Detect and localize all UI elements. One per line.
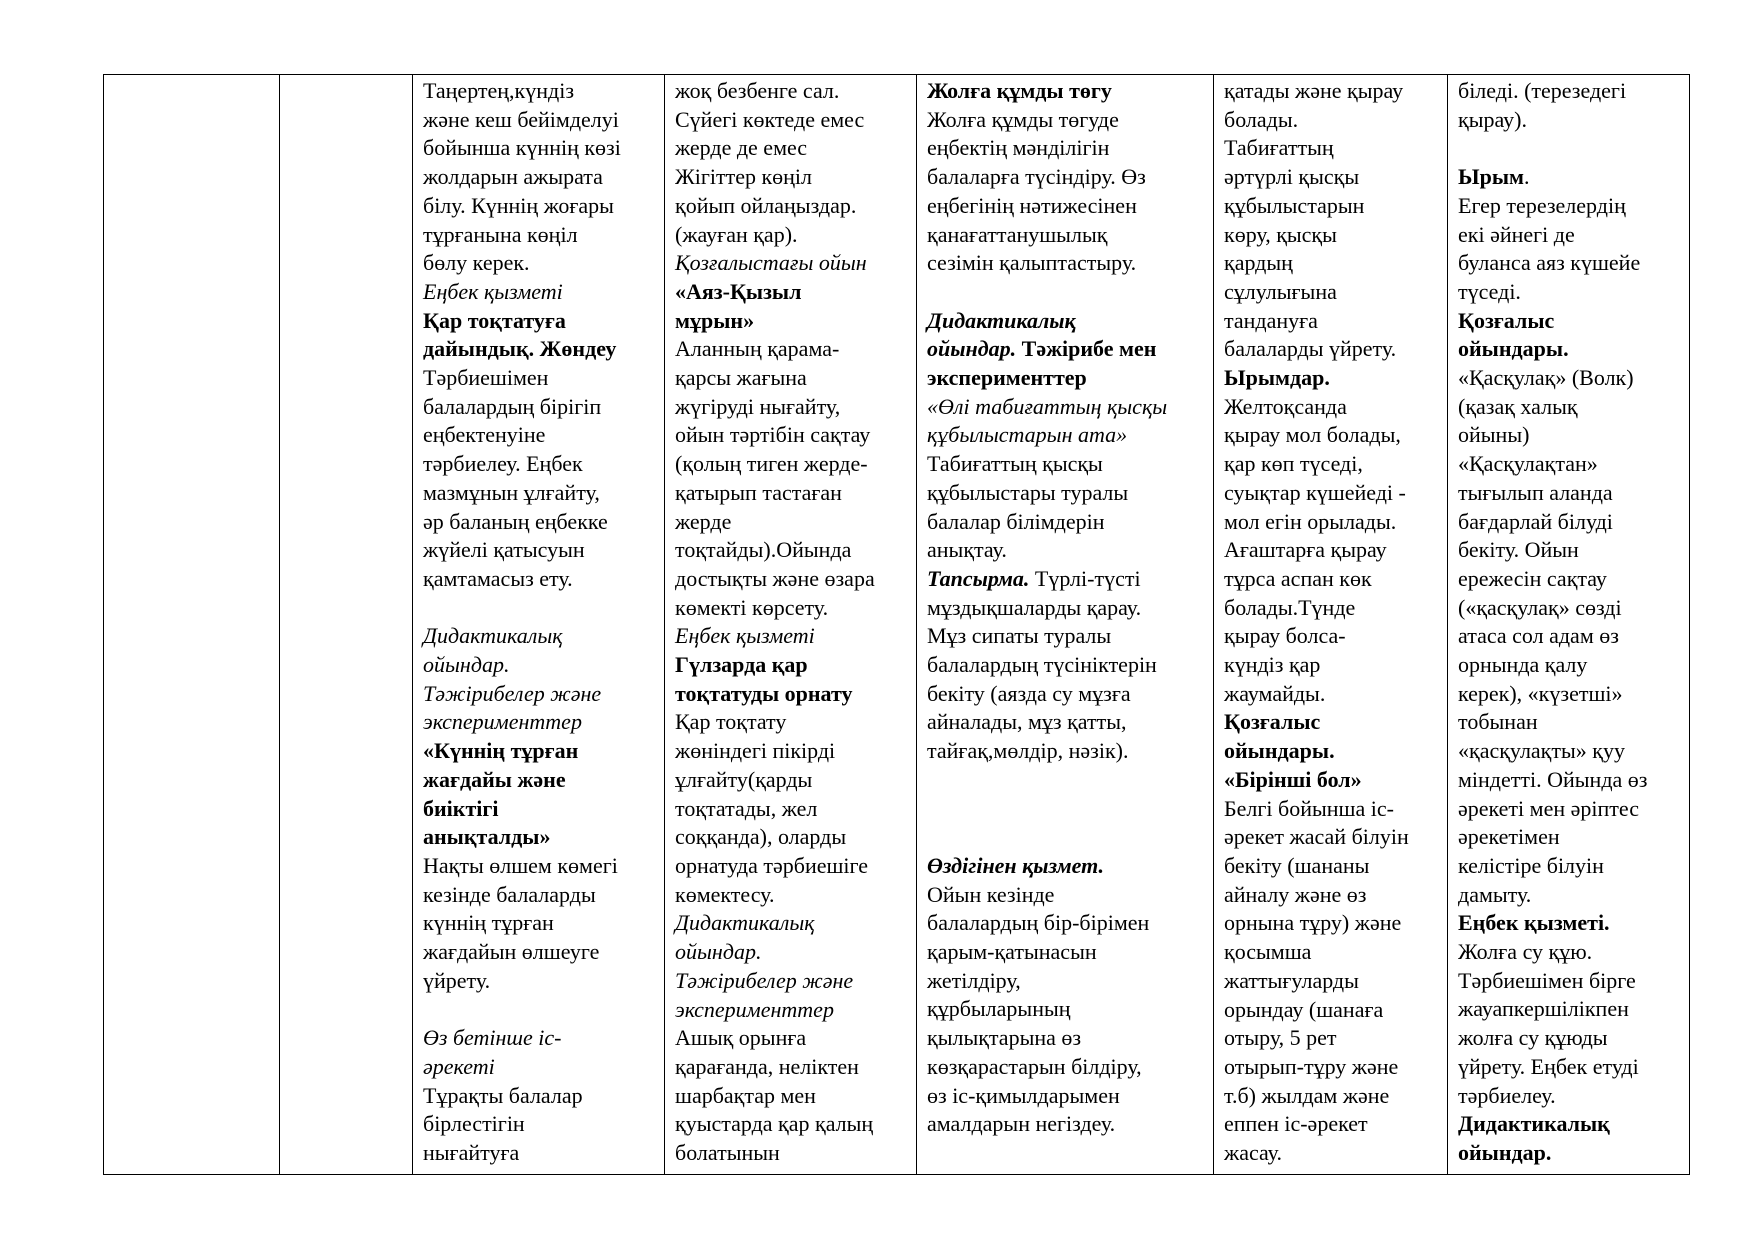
text-line: бағдарлай білуді [1458, 508, 1613, 534]
text-line: ойындар. [1458, 1140, 1552, 1165]
text-line: құбылыстарын [1224, 192, 1365, 218]
text-line: тәрбиелеу. [1458, 1082, 1556, 1108]
text-line: бекіту. Ойын [1458, 537, 1579, 563]
text-line: Өз бетінше іс- [423, 1025, 562, 1051]
text-line: жағдайын өлшеуге [423, 939, 600, 965]
text-line: тұрса аспан көк [1224, 565, 1372, 591]
text-line: Тәрбиешімен бірге [1458, 967, 1636, 993]
text-line: мол егін орылады. [1224, 508, 1397, 534]
text-line: және кеш бейімделуі [423, 106, 619, 132]
text-line: жүгіруді нығайту, [675, 393, 841, 419]
text-line: Тәжірибелер және [675, 967, 854, 993]
table-cell-col-3 [413, 75, 665, 1175]
text-line [927, 335, 1207, 364]
text-line: тоқтатуды орнату [675, 680, 853, 706]
text-line: жолдарын ажырата [423, 164, 603, 190]
text-line: амалдарын негіздеу. [927, 1111, 1116, 1137]
text-line: Қозғалыс [1458, 307, 1555, 333]
text-line: мазмұнын ұлғайту, [423, 479, 600, 505]
text-line: Өздігінен қызмет. [927, 852, 1105, 878]
text-line: жаумайды. [1224, 680, 1326, 706]
text-line: сезімін қалыптастыру. [927, 250, 1137, 276]
text-line: тандануға [1224, 307, 1318, 333]
text-line: бекіту (шананы [1224, 852, 1370, 878]
text-line: ойыны) [1458, 422, 1530, 448]
text-line: Сүйегі көктеде емес [675, 106, 865, 132]
text-line: білу. Күннің жоғары [423, 192, 614, 218]
text-line: өз іс-қимылдарымен [927, 1082, 1120, 1108]
text-line: айналу және өз [1224, 881, 1367, 907]
text-line: бірлестігін [423, 1111, 525, 1137]
text-line: балалардың бірігіп [423, 393, 602, 419]
text-line: Нақты өлшем көмегі [423, 852, 618, 878]
text-line: ұлғайту(қарды [675, 766, 813, 792]
text-line: мұрын» [675, 307, 755, 333]
text-line: қарағанда, неліктен [675, 1053, 859, 1079]
text-line [1458, 163, 1683, 192]
text-line: «Өлі табиғаттың қысқы [927, 393, 1168, 419]
text-line: Белгі бойынша іс- [1224, 795, 1394, 821]
table-cell-col-2 [280, 75, 413, 1175]
table-cell-col-7 [1448, 75, 1690, 1175]
text-line: Ашық орынға [675, 1025, 807, 1051]
text-line: ойындар. [675, 939, 762, 965]
text-line: айналады, мұз қатты, [927, 709, 1127, 735]
text-line: келістіре білуін [1458, 852, 1604, 878]
text-line: Таңертең,күндіз [423, 78, 575, 103]
text-line: үйрету. Еңбек етуді [1458, 1053, 1639, 1079]
text-line: Дидактикалық [1458, 1111, 1610, 1137]
blank-line [927, 278, 1207, 307]
text-line: күндіз қар [1224, 652, 1321, 678]
text-line: Қозғалыстағы ойын [675, 250, 867, 276]
text-line: жетілдіру, [927, 967, 1021, 993]
text-line: (жауған қар). [675, 221, 798, 247]
text-line: құбылыстарын ата» [927, 422, 1128, 448]
text-line: тоқтайды).Ойында [675, 537, 852, 563]
text-line: Желтоқсанда [1224, 393, 1347, 419]
text-line: Дидактикалық [675, 910, 815, 936]
text-line: Еңбек қызметі [675, 623, 815, 649]
text-line: орнында қалу [1458, 652, 1588, 678]
table-cell-col-4 [665, 75, 917, 1175]
text-line: қырау болса- [1224, 623, 1346, 649]
text-line: жасау. [1224, 1140, 1282, 1166]
text-run: Дидактикалық [927, 307, 1076, 333]
text-line: көмекті көрсету. [675, 594, 829, 620]
text-line: бөлу керек. [423, 250, 530, 276]
schedule-table [103, 74, 1690, 1175]
text-line: Жігіттер көңіл [675, 164, 813, 190]
text-line: міндетті. Ойында өз [1458, 766, 1648, 792]
text-line: ойындар. [423, 652, 510, 678]
text-line: балалардың түсініктерін [927, 652, 1157, 678]
text-line: әртүрлі қысқы [1224, 164, 1360, 190]
text-line: көру, қысқы [1224, 221, 1337, 247]
text-line: Қар тоқтатуға [423, 307, 566, 333]
text-line [927, 565, 1207, 594]
text-line: күннің тұрған [423, 910, 554, 936]
text-line: тобынан [1458, 709, 1538, 735]
text-line: көмектесу. [675, 881, 775, 907]
text-line: Табиғаттың қысқы [927, 451, 1103, 477]
text-run: Тәжірибе мен [1021, 336, 1157, 362]
text-line: анықталды» [423, 824, 551, 850]
text-line: «қасқулақты» қуу [1458, 738, 1625, 764]
text-line: қырау мол болады, [1224, 422, 1401, 448]
text-line: «Күннің тұрған [423, 738, 579, 764]
text-line: ойындары. [1458, 336, 1569, 362]
text-line: балалардың бір-бірімен [927, 910, 1150, 936]
text-run: ойындар. [927, 336, 1022, 362]
text-line: дайындық. Жөндеу [423, 336, 617, 362]
text-line: екі әйнегі де [1458, 221, 1575, 247]
table-cell-col-5 [917, 75, 1214, 1175]
text-line: анықтау. [927, 537, 1007, 563]
text-line: Жолға су құю. [1458, 939, 1593, 965]
text-line: түседі. [1458, 278, 1521, 304]
text-line: біледі. (терезедегі [1458, 78, 1627, 103]
text-line: жүйелі қатысуын [423, 537, 585, 563]
text-line: (қазақ халық [1458, 393, 1578, 419]
text-run: Ырым [1458, 164, 1524, 190]
text-line: жерде де емес [675, 135, 808, 161]
text-line: отыру, 5 рет [1224, 1025, 1337, 1051]
text-line: балаларға түсіндіру. Өз [927, 164, 1146, 190]
text-line: Еңбек қызметі. [1458, 910, 1610, 936]
text-line: қарсы жағына [675, 365, 807, 391]
text-line: Табиғаттың [1224, 135, 1334, 161]
text-line: Аланның қарама- [675, 336, 840, 362]
text-line: қатады және қырау [1224, 78, 1404, 103]
text-line: атаса сол адам өз [1458, 623, 1619, 649]
text-line: әрекетімен [1458, 824, 1560, 850]
text-line: Дидактикалық [423, 623, 563, 649]
text-line: («қасқулақ» сөзді [1458, 594, 1622, 620]
text-line: үйрету. [423, 967, 491, 993]
text-line: қарым-қатынасын [927, 939, 1097, 965]
text-line: жаттығуларды [1224, 967, 1359, 993]
text-line: қатырып тастаған [675, 479, 842, 505]
text-line: ойын тәртібін сақтау [675, 422, 871, 448]
text-line: кезінде балаларды [423, 881, 596, 907]
text-line: балаларды үйрету. [1224, 336, 1397, 362]
text-line: тайғақ,мөлдір, нәзік). [927, 738, 1129, 764]
text-line: қар көп түседі, [1224, 451, 1363, 477]
text-run: . [1524, 164, 1530, 190]
text-line: көзқарастарын білдіру, [927, 1053, 1142, 1079]
text-line: қойып ойлаңыздар. [675, 192, 857, 218]
text-line: Тұрақты балалар [423, 1082, 583, 1108]
text-line: құбылыстары туралы [927, 479, 1129, 505]
text-line: (қолың тиген жерде- [675, 451, 868, 477]
blank-line [927, 823, 1207, 852]
text-line: орнатуда тәрбиешіге [675, 852, 869, 878]
text-line: орындау (шанаға [1224, 996, 1384, 1022]
text-line: әрекеті [423, 1053, 495, 1079]
text-line: бекіту (аязда су мұзға [927, 680, 1131, 706]
text-line: тығылып аланда [1458, 479, 1613, 505]
text-line: болады. [1224, 106, 1299, 132]
text-line: еңбектенуіне [423, 422, 546, 448]
text-line: еппен іс-әрекет [1224, 1111, 1368, 1137]
text-line: нығайтуға [423, 1139, 520, 1165]
text-run: Тапсырма. [927, 565, 1030, 591]
text-line: «Қасқулақтан» [1458, 451, 1598, 477]
text-line: т.б) жылдам және [1224, 1082, 1390, 1108]
table-cell-col-6 [1214, 75, 1448, 1175]
text-line: қанағаттанушылық [927, 221, 1108, 247]
blank-line [927, 766, 1207, 795]
text-line: қуыстарда қар қалың [675, 1111, 874, 1137]
text-line: қамтамасыз ету. [423, 565, 573, 591]
text-line: жауапкершілікпен [1458, 996, 1629, 1022]
text-line: «Аяз-Қызыл [675, 278, 802, 304]
text-line: Ойын кезінде [927, 881, 1055, 907]
text-line: тәрбиелеу. Еңбек [423, 451, 583, 477]
text-line: керек), «күзетші» [1458, 680, 1623, 706]
text-line: қардың [1224, 250, 1293, 276]
text-line: Ырымдар. [1224, 365, 1330, 391]
text-line: бойынша күннің көзі [423, 135, 621, 161]
text-line: әр баланың еңбекке [423, 508, 608, 534]
text-run: Түрлі-түсті [1029, 565, 1141, 591]
text-line: жерде [675, 508, 732, 534]
blank-line [423, 995, 658, 1024]
text-line: буланса аяз күшейе [1458, 250, 1641, 276]
text-line: сұлулығына [1224, 278, 1337, 304]
table-row [104, 75, 1690, 1175]
text-line: эксперименттер [927, 365, 1087, 391]
text-line: «Қасқулақ» (Волк) [1458, 365, 1634, 391]
text-line: болатынын [675, 1140, 780, 1166]
text-line: эксперименттер [675, 996, 834, 1022]
text-line: ережесін сақтау [1458, 565, 1607, 591]
text-line: Жолға құмды төгуде [927, 106, 1119, 132]
text-line: жағдайы және [423, 766, 566, 792]
text-line: Тәрбиешімен [423, 365, 549, 391]
text-line: Қозғалыс [1224, 709, 1321, 735]
text-line: жолға су құюды [1458, 1025, 1608, 1051]
text-line: Қар тоқтату [675, 709, 787, 735]
text-line: Жолға құмды төгу [927, 78, 1112, 103]
text-line: болады.Түнде [1224, 594, 1356, 620]
text-line: еңбектің мәнділігін [927, 135, 1110, 161]
text-line: әрекет жасай білуін [1224, 824, 1409, 850]
text-line: құрбыларының [927, 996, 1071, 1022]
text-line: ойындары. [1224, 738, 1335, 764]
text-line: жоқ безбенге сал. [675, 78, 840, 103]
text-line: қосымша [1224, 939, 1312, 965]
text-line [927, 307, 1207, 336]
text-line: Ағаштарға қырау [1224, 537, 1387, 563]
text-line: жөніндегі пікірді [675, 738, 836, 764]
text-line: орнына тұру) және [1224, 910, 1402, 936]
text-line: әрекеті мен әріптес [1458, 795, 1639, 821]
text-line: еңбегінің нәтижесінен [927, 192, 1137, 218]
text-line: тұрғанына көңіл [423, 221, 578, 247]
text-line: қырау). [1458, 106, 1527, 132]
text-line: дамыту. [1458, 881, 1532, 907]
text-line: Тәжірибелер және [423, 680, 602, 706]
text-line: балалар білімдерін [927, 508, 1105, 534]
blank-line [423, 594, 658, 623]
text-line: отырып-тұру және [1224, 1053, 1399, 1079]
text-line: Егер терезелердің [1458, 192, 1626, 218]
text-line: суықтар күшейеді - [1224, 479, 1406, 505]
text-line: Еңбек қызметі [423, 278, 563, 304]
text-line: биіктігі [423, 795, 499, 821]
text-line: мұздықшаларды қарау. [927, 594, 1142, 620]
blank-line [1458, 134, 1683, 163]
blank-line [927, 795, 1207, 824]
text-line: «Бірінші бол» [1224, 766, 1362, 792]
text-line: Мұз сипаты туралы [927, 623, 1112, 649]
text-line: қылықтарына өз [927, 1025, 1082, 1051]
table-cell-col-1 [104, 75, 280, 1175]
text-line: соққанда), оларды [675, 824, 847, 850]
text-line: эксперименттер [423, 709, 582, 735]
text-line: тоқтатады, жел [675, 795, 818, 821]
text-line: достықты және өзара [675, 565, 875, 591]
text-line: шарбақтар мен [675, 1082, 816, 1108]
text-line: Гүлзарда қар [675, 652, 808, 678]
